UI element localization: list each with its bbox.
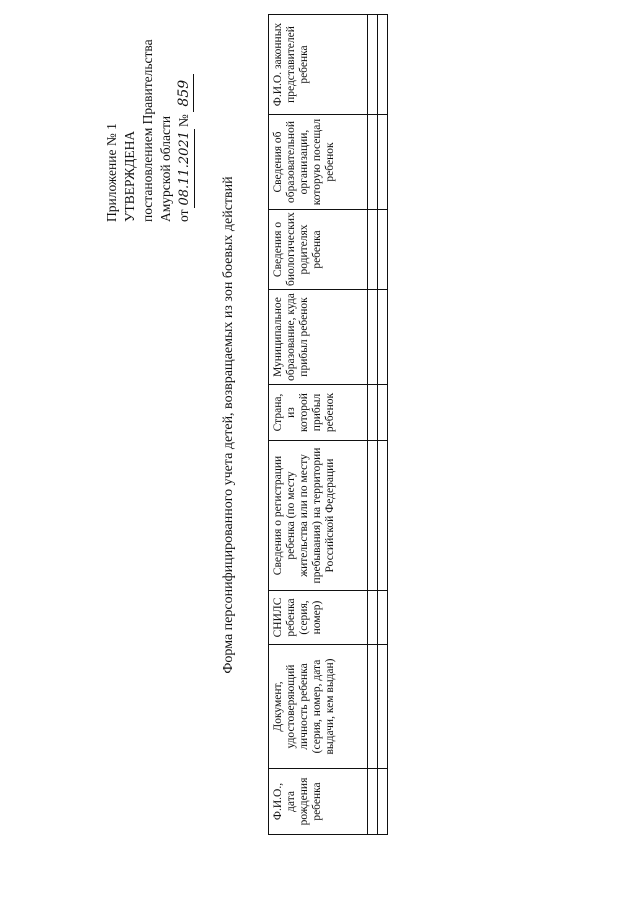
table-row xyxy=(378,15,388,835)
table-cell[interactable] xyxy=(378,769,388,835)
handwritten-number: 859 xyxy=(175,74,194,112)
approval-stamp xyxy=(103,32,195,222)
form-title: Форма персонифицированного учета детей, возвращаемых из зон боевых действий xyxy=(221,176,236,674)
table-cell[interactable] xyxy=(368,115,378,210)
table-cell[interactable] xyxy=(368,290,378,385)
table-cell[interactable] xyxy=(368,441,378,591)
table-cell[interactable] xyxy=(378,210,388,290)
table-cell[interactable] xyxy=(368,645,378,769)
header-cell: Сведения об образовательной организации, которую посещал ребенок xyxy=(269,115,368,210)
resolution-text: постановлением Правительства xyxy=(140,39,155,222)
table-cell[interactable] xyxy=(378,441,388,591)
header-cell: Ф.И.О., дата рождения ребенка xyxy=(269,769,368,835)
table-cell[interactable] xyxy=(378,645,388,769)
table-row xyxy=(368,15,378,835)
appendix-number: Приложение № 1 xyxy=(104,123,119,222)
handwritten-date: 08.11.2021 xyxy=(176,129,195,207)
table-cell[interactable] xyxy=(378,385,388,441)
table-cell[interactable] xyxy=(378,15,388,115)
table-cell[interactable] xyxy=(368,210,378,290)
header-cell: Страна, из которой прибыл ребенок xyxy=(269,385,368,441)
header-cell: Ф.И.О. законных представителей ребенка xyxy=(269,15,368,115)
table-cell[interactable] xyxy=(368,769,378,835)
number-prefix: № xyxy=(176,114,191,128)
registration-form-table xyxy=(268,14,388,835)
header-cell: Сведения о биологических родителях ребенка xyxy=(269,210,368,290)
date-prefix: от xyxy=(176,209,191,222)
date-number-line xyxy=(175,32,195,222)
table-cell[interactable] xyxy=(368,15,378,115)
approved-label: УТВЕРЖДЕНА xyxy=(122,130,137,222)
table-cell[interactable] xyxy=(368,591,378,645)
header-cell: Сведения о регистрации ребенка (по месту жительства или по месту пребывания) на территории Российской Федерации xyxy=(269,441,368,591)
region-text: Амурской области xyxy=(158,115,173,222)
header-cell: СНИЛС ребенка (серия, номер) xyxy=(269,591,368,645)
table-cell[interactable] xyxy=(378,115,388,210)
table-cell[interactable] xyxy=(378,290,388,385)
table-cell[interactable] xyxy=(378,591,388,645)
table-cell[interactable] xyxy=(368,385,378,441)
header-cell: Документ, удостоверяющий личность ребенка (серия, номер, дата выдачи, кем выдан) xyxy=(269,645,368,769)
table-header-row xyxy=(269,15,368,835)
header-cell: Муниципальное образование, куда прибыл ребенок xyxy=(269,290,368,385)
